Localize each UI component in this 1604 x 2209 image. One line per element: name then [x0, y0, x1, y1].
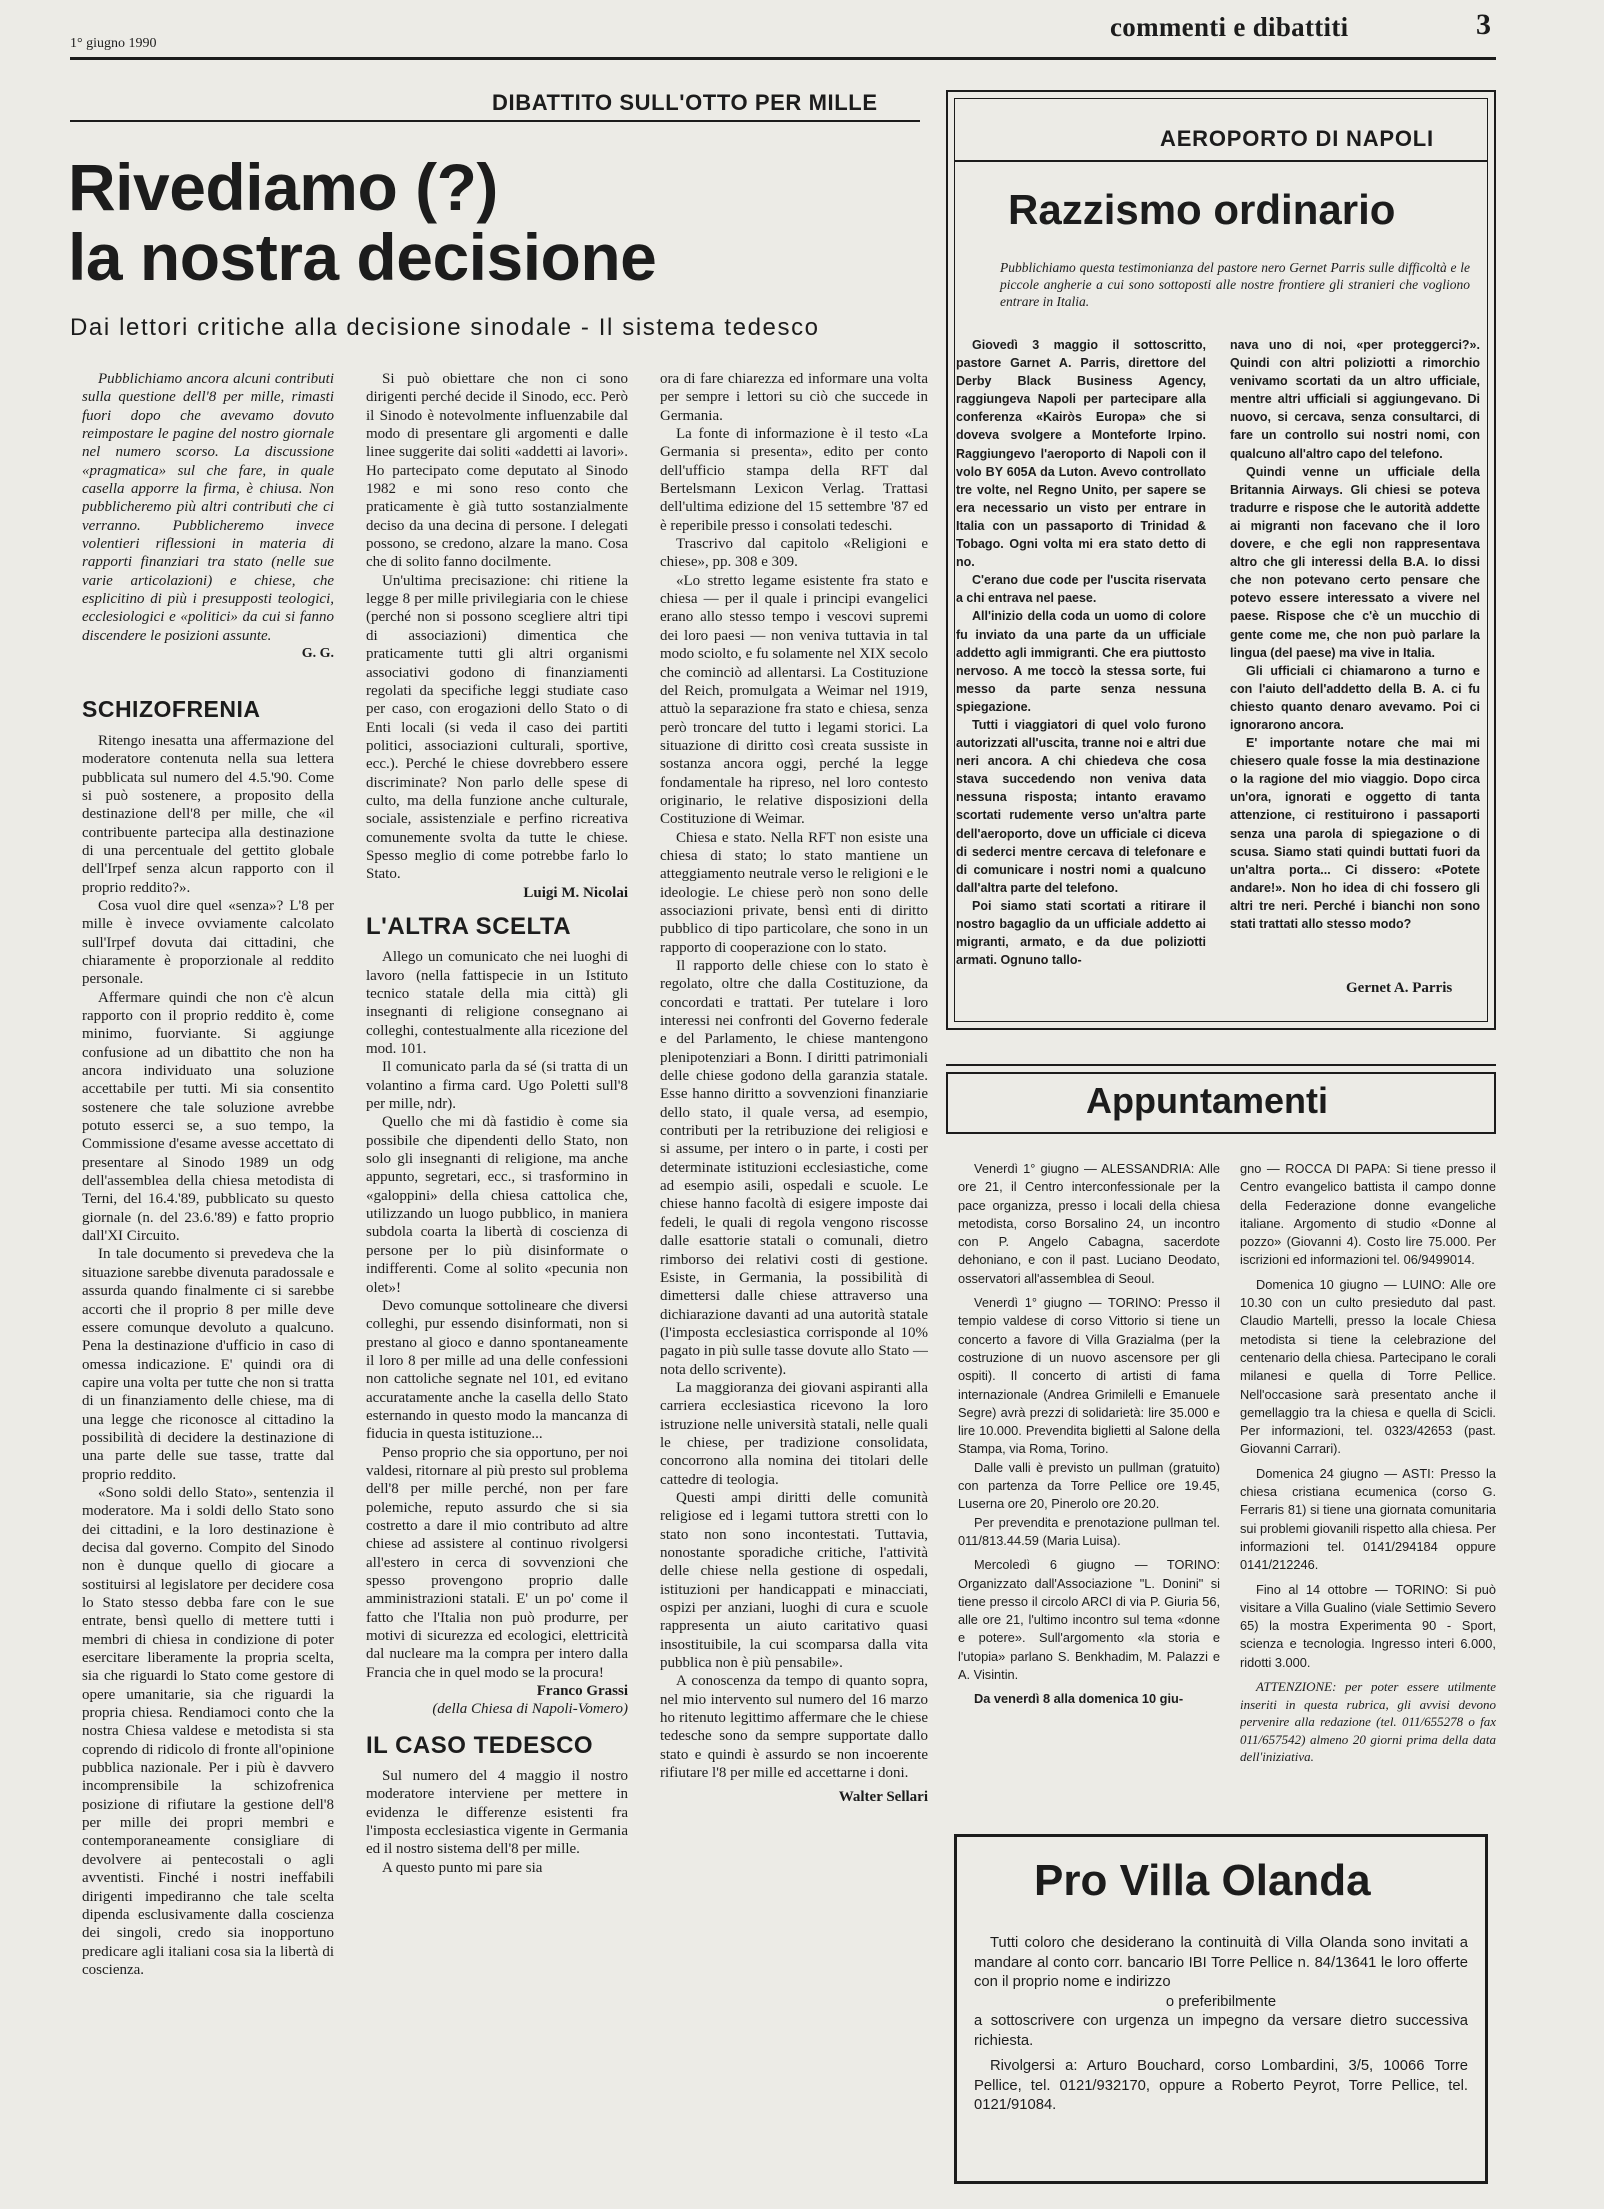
- main-column-2: [366, 370, 628, 2190]
- page-number: 3: [1476, 8, 1491, 41]
- razzismo-paragraph: nava uno di noi, «per proteggerci?». Quindi con altri poliziotti a rimorchio venivamo scortati da un altro ufficiale, mentre altri ufficiali si aggiungevano. Di nuovo, si cercava, senza consultarci, di fare un controllo sui nostri nomi, con qualcuno all'altro capo del telefono.: [1230, 338, 1480, 461]
- caso-tedesco-signature: Walter Sellari: [838, 1789, 928, 1806]
- caso-tedesco-paragraph: La maggioranza dei giovani aspiranti alla carriera ecclesiastica ricevono la loro istruzione nelle università statali, nelle quali le chiese, per tradizione consolidata, concorrono alla nomina dei titolari delle cattedre di teologia.: [660, 1379, 928, 1488]
- razzismo-paragraph: Quindi venne un ufficiale della Britannia Airways. Gli chiesi se poteva tradurre e rispose che le autorità addette ai migranti non facevano che il loro dovere, e che egli non rappresentava altro che gli interessi della B.A. Io dissi che non potevano certo pensare che potevo essere interessato a vivere nel paese. Rispose che c'è un mucchio di gente come me, che non può parlare la lingua (del paese) ma vive in Italia.: [1230, 464, 1480, 660]
- caso-tedesco-paragraph: Il rapporto delle chiese con lo stato è regolato, oltre che dalla Costituzione, da concordati e trattati. Per tutelare i loro interessi nei confronti del Governo federale e del Parlamento, le chiese mantengono plenipotenziari a Bonn. I diritti patrimoniali delle chiese godono della garanzia statale. Esse hanno diritto a sovvenzioni finanziarie dello stato, il quale versa, ad esempio, contributi per la retribuzione dei religiosi e si assume, per intero o in parte, i costi per determinate istituzioni ecclesiastiche, come ad esempio asili, ospedali e scuole. Le chiese hanno facoltà di esigere imposte dai fedeli, le quali di regola vengono riscosse dalle esattorie statali o comunali, dietro rimborso dei relativi costi di gestione. Esiste, in Germania, la possibilità di dimettersi dalle chiese attraverso una dichiarazione davanti ad una autorità statale (l'imposta ecclesiastica corrisponde al 10% pagato in più sulle tasse dovute allo Stato — nota dello scrivente).: [660, 958, 928, 1378]
- page-date: 1° giugno 1990: [70, 36, 157, 51]
- appuntamenti-headline: Appuntamenti: [1086, 1080, 1328, 1121]
- main-kicker: DIBATTITO SULL'OTTO PER MILLE: [492, 90, 878, 115]
- altra-scelta-paragraph: Penso proprio che sia opportuno, per noi valdesi, ritornare al più presto sul problema dell'8 per mille perché, non per fare polemiche, reputo assurdo che si sia costretto a dare il mio contributo ad altre chiese ad assistere al continuo rivolgersi all'estero in cerca di sovvenzioni che spesso provengono proprio dalle amministrazioni statali. E' un po' come il fatto che l'Italia non può produrre, per motivi di sicurezza ed ecologici, elettricità dal nucleare ma la compra per intero dalla Francia che in quel modo se la procura!: [366, 1444, 628, 1681]
- event-item: Mercoledì 6 giugno — TORINO: Organizzato dall'Associazione "L. Donini" si tiene presso il circolo ARCI di via P. Giuria 56, alle ore 21, l'ultimo incontro sul tema «donne e potere». Sull'argomento «la storia e l'utopia» parlano S. Benkhadim, M. Palazzi e A. Visintin.: [958, 1557, 1220, 1683]
- razzismo-paragraph: Giovedì 3 maggio il sottoscritto, pastore Garnet A. Parris, direttore del Derby Black Business Agency, raggiungeva Napoli per partecipare alla conferenza «Kairòs Europa» che si doveva svolgere a Monteforte Irpino. Raggiungevo l'aeroporto di Napoli con il volo BY 605A da Luton. Avevo controllato tre volte, nel Regno Unito, per sapere se era necessario un visto per entrare in Italia con un passaporto di Trinidad & Tobago. Ogni volta mi era stato detto di no.: [956, 338, 1206, 570]
- kicker-rule: [70, 120, 920, 122]
- razzismo-headline: Razzismo ordinario: [1008, 186, 1396, 233]
- razzismo-paragraph: C'erano due code per l'uscita riservata a chi entrava nel paese.: [956, 573, 1206, 606]
- caso-tedesco-paragraph: Trascrivo dal capitolo «Religioni e chiese», pp. 308 e 309.: [660, 536, 928, 571]
- razzismo-intro: Pubblichiamo questa testimonianza del pastore nero Gernet Parris sulle difficoltà e le piccole angherie a cui sono sottoposti alle nostre frontiere gli stranieri che vogliono entrare in Italia.: [1000, 260, 1470, 309]
- main-headline-line1: Rivediamo (?): [68, 150, 498, 224]
- main-headline-line2: la nostra decisione: [68, 220, 657, 294]
- altra-scelta-paragraph: Devo comunque sottolineare che diversi colleghi, pur essendo disinformati, non si prestano al gioco e danno spontaneamente il loro 8 per mille ad una delle confessioni non cattoliche segnate nel 101, ed evitano accuratamente anche la casella dello Stato esternando in questo modo la mancanza di fiducia in questa istituzione...: [366, 1297, 628, 1443]
- caso-tedesco-paragraph: Sul numero del 4 maggio il nostro moderatore interviene per mettere in evidenza le differenze esistenti fra l'imposta ecclesiastica vigente in Germania ed il nostro sistema dell'8 per mille.: [366, 1768, 628, 1858]
- razzismo-column-1: [956, 336, 1206, 996]
- caso-tedesco-paragraph: Questi ampi diritti delle comunità religiose ed i legami tuttora stretti con lo stato non sono incontestati. Tuttavia, nonostante sporadiche critiche, l'attività delle chiese nella gestione di ospedali, istituzioni per handicappati e minacciati, ospizi per anziani, luoghi di cura e scuole rappresenta un aiuto caritativo quasi insostituibile, la cui scomparsa dalla vita pubblica non è più pensabile».: [660, 1489, 928, 1672]
- schizofrenia-paragraph: In tale documento si prevedeva che la situazione sarebbe divenuta paradossale e assurda quando finalmente ci si sarebbe accorti che il proprio 8 per mille deve essere comunque devoluto a qualcuno. Pena la destinazione d'ufficio in caso di omessa indicazione. E' quindi ora di capire una volta per tutte che non si tratta di un finanziamento delle chiese, ma di una legge che riconosce al cittadino la possibilità di decidere la destinazione di una parte delle sue tasse, tratte dal proprio reddito.: [82, 1246, 334, 1483]
- caso-tedesco-paragraph: A conoscenza da tempo di quanto sopra, nel mio intervento sul numero del 16 marzo ho ritenuto legittimo affermare che le chiese tedesche sono da sempre supportate dallo stato e quindi è assurdo se non incoerente rifiutare l'8 per mille ed accettarne i doni.: [660, 1673, 928, 1782]
- section-caso-tedesco-title: IL CASO TEDESCO: [366, 1731, 594, 1759]
- event-item: gno — ROCCA DI PAPA: Si tiene presso il Centro evangelico battista il campo donne della Federazione donne evangeliche italiane. Argomento di studio «Donne al pozzo» (Giovanni 4). Costo lire 75.000. Per iscrizioni ed informazioni tel. 06/9499014.: [1240, 1161, 1496, 1268]
- villa-olanda-headline: Pro Villa Olanda: [1034, 1856, 1371, 1905]
- razzismo-kicker-rule: [955, 160, 1487, 162]
- altra-scelta-paragraph: Quello che mi dà fastidio è come sia possibile che dipendenti dello Stato, non solo gli insegnanti di religione, ma anche appunto, segretari, ecc., si trasformino in «galoppini» della chiesa cattolica che, utilizzando un luogo pubblico, in maniera subdola coarta la libertà di coscienza di persone per lo più disinformate o indifferenti. Come al solito «pecunia non olet»!: [366, 1114, 628, 1296]
- appuntamenti-column-2: [1240, 1160, 1496, 1820]
- razzismo-kicker: AEROPORTO DI NAPOLI: [1160, 126, 1434, 151]
- event-item: Venerdì 1° giugno — ALESSANDRIA: Alle ore 21, il Centro interconfessionale per la pace organizza, presso i locali della chiesa metodista, corso Borsalino 24, un incontro con P. Angelo Cabagna, sacerdote dehoniano, e con il past. Luciano Deodato, osservatori all'assemblea di Seoul.: [958, 1161, 1220, 1286]
- event-item: Venerdì 1° giugno — TORINO: Presso il tempio valdese di corso Vittorio si tiene un concerto a favore di Villa Grazialma (per la costruzione di un nuovo ascensore per gli ospiti). Il concerto di artisti di fama internazionale (Andrea Grimilelli e Emanuele Segre) avrà prezzi di solidarietà: lire 35.000 e lire 10.000. Prevendita biglietti al Salone della Stampa, via Roma, Torino.: [958, 1295, 1220, 1457]
- razzismo-column-2: [1230, 336, 1480, 996]
- schizofrenia-paragraph: «Sono soldi dello Stato», sentenzia il moderatore. Ma i soldi dello Stato sono dei cittadini, e la loro destinazione è decisa dal governo. Compito del Sinodo non è dunque quello di giocare a sostituirsi al legislatore per decidere cosa lo Stato stesso debba fare con le sue entrate, bensì quello di mettere tutti i membri di chiesa in condizione di poter esercitare liberamente la propria scelta, sia che riguardi lo Stato come gestore di opere umanitarie, sia che riguardi la propria chiesa. Rendiamoci conto che la nostra Chiesa valdese e metodista si sta coprendo di ridicolo di fronte all'opinione pubblica nazionale. Per i più è davvero incomprensibile la schizofrenica posizione di rifiutare la gestione dell'8 per mille dei propri membri e contemporaneamente consigliare di devolvere ai pentecostali o agli avventisti. Finché i nostri ineffabili dirigenti impediranno che tale scelta dipenda esclusivamente dalla coscienza dei singoli, credo sia inopportuno predicare agli italiani cosa sia la libertà di coscienza.: [82, 1484, 334, 1978]
- section-title: commenti e dibattiti: [1110, 12, 1349, 42]
- appuntamenti-header-rule-top: [946, 1064, 1496, 1066]
- event-item: Domenica 10 giugno — LUINO: Alle ore 10.30 con un culto presieduto dal past. Claudio Martelli, presso la locale Chiesa metodista si tiene la celebrazione del centenario della chiesa. Partecipano le corali milanesi e quella di Torre Pellice. Nell'occasione sarà presentato anche il gemellaggio tra la chiesa e quella di Scicli. Per informazioni, tel. 0323/42653 (past. Giovanni Carrari).: [1240, 1276, 1496, 1457]
- intro-signature: G. G.: [301, 646, 334, 662]
- razzismo-paragraph: All'inizio della coda un uomo di colore fu inviato da una parte da un ufficiale addetto agli immigranti. Che era piuttosto nervoso. A me toccò la stessa sorte, fui messo da parte senza nessuna spiegazione.: [956, 609, 1206, 714]
- appuntamenti-note: ATTENZIONE: per poter essere utilmente inseriti in questa rubrica, gli avvisi devono pervenire alla redazione (tel. 011/655278 o fax 011/657542) almeno 20 giorni prima della data dell'iniziativa.: [1240, 1679, 1496, 1765]
- razzismo-paragraph: E' importante notare che mai mi chiesero quale fosse la mia destinazione o la ragione del mio viaggio. Dopo circa un'ora, ignorati e oggetto di tanta attenzione, ci restituirono i passaporti senza una parola di spiegazione o di scusa. Siamo stati quindi buttati fuori da un'altra porta... Ci dissero: «Potete andare!». Non ho idea di chi fossero gli altri tre neri. Perché i bianchi non sono stati trattati allo stesso modo?: [1230, 736, 1480, 931]
- razzismo-signature: Gernet A. Parris: [1346, 980, 1453, 996]
- main-column-1: [82, 370, 334, 2190]
- schizofrenia-paragraph: Un'ultima precisazione: chi ritiene la legge 8 per mille privilegiaria con le chiese (perché non si possono scegliere altri tipi di associazioni) dimentica che praticamente tutti gli altri organismi associativi godono di finanziamenti regolati da specifiche leggi studiate caso per caso, con erogazioni dello Stato o di Enti locali (si veda il caso dei partiti politici, associazioni culturali, sportive, ecc.). Perché le chiese dovrebbero essere discriminate? Non parlo delle spese di culto, ma della funzione anche culturale, sociale, assistenziale e perfino ricreativa comunemente svolta da tutte le chiese. Spesso meglio di come potrebbe farlo lo Stato.: [366, 572, 628, 883]
- razzismo-paragraph: Tutti i viaggiatori di quel volo furono autorizzati all'uscita, tranne noi e altri due neri ancora. A chi chiedeva che cosa stava succedendo non veniva data nessuna risposta; intanto eravamo scortati rudemente verso un'altra parte dell'aeroporto, dove un ufficiale ci diceva di sederci mentre cercava di telefonare e di comunicare i nostri nomi a qualcuno dall'altra parte del telefono.: [956, 717, 1206, 895]
- altra-scelta-paragraph: Allego un comunicato che nei luoghi di lavoro (nella fattispecie in un Istituto tecnico statale della mia città) gli insegnanti di religione consegnano ai colleghi, contestualmente alla ricezione del mod. 101.: [366, 949, 628, 1058]
- event-item: Domenica 24 giugno — ASTI: Presso la chiesa cristiana ecumenica (corso G. Ferraris 81) si tiene una giornata comunitaria sui problemi giovanili rispetto alla chiesa. Per informazioni tel. 0141/294184 oppure 0141/212246.: [1240, 1465, 1496, 1573]
- villa-olanda-paragraph: a sottoscrivere con urgenza un impegno da versare dietro successiva richiesta.: [974, 2013, 1468, 2049]
- razzismo-paragraph: Poi siamo stati scortati a ritirare il nostro bagaglio da un ufficiale addetto ai migranti, armato, e da due poliziotti armati. Ognuno tallo-: [956, 898, 1206, 968]
- event-item: Per prevendita e prenotazione pullman tel. 011/813.44.59 (Maria Luisa).: [958, 1514, 1220, 1548]
- caso-tedesco-paragraph: ora di fare chiarezza ed informare una volta per sempre i lettori su ciò che succede in Germania.: [660, 371, 928, 424]
- appuntamenti-column-1: [958, 1160, 1220, 1820]
- villa-olanda-paragraph: Tutti coloro che desiderano la continuità di Villa Olanda sono invitati a mandare al conto corr. bancario IBI Torre Pellice n. 84/13641 le loro offerte con il proprio nome e indirizzo: [974, 1935, 1468, 1990]
- main-deck: Dai lettori critiche alla decisione sinodale - Il sistema tedesco: [70, 314, 820, 341]
- altra-scelta-affiliation: (della Chiesa di Napoli-Vomero): [432, 1701, 628, 1718]
- altra-scelta-paragraph: Il comunicato parla da sé (si tratta di un volantino a firma card. Ugo Poletti sull'8 per mille, ndr).: [366, 1059, 628, 1113]
- header-rule: [70, 57, 1496, 60]
- villa-olanda-paragraph: o preferibilmente: [1165, 1993, 1277, 2010]
- villa-olanda-body: [974, 1934, 1468, 2116]
- schizofrenia-paragraph: Si può obiettare che non ci sono dirigenti perché decide il Sinodo, ecc. Però il Sinodo è notevolmente influenzabile dal modo di presentare gli argomenti e dalle linee suggerite dai soliti «addetti ai lavori». Ho partecipato come deputato al Sinodo 1982 e mi sono reso conto che praticamente è già tutto sostanzialmente deciso da una decina di persone. I delegati possono, se credono, alzare la mano. Cosa che di solito fanno docilmente.: [366, 371, 628, 571]
- caso-tedesco-paragraph: La fonte di informazione è il testo «La Germania si presenta», edito per conto dell'ufficio stampa della RFT dal Bertelsmann Lexicon Verlag. Trattasi dell'ultima edizione del 15 settembre '87 ed è reperibile presso i consolati tedeschi.: [660, 426, 928, 534]
- razzismo-paragraph: Gli ufficiali ci chiamarono a turno e con l'aiuto dell'addetto della B. A. ci fu chiesto quanto denaro avevamo. Poi ci ignorarono ancora.: [1230, 663, 1480, 732]
- caso-tedesco-paragraph: A questo punto mi pare sia: [382, 1859, 543, 1876]
- event-item: Da venerdì 8 alla domenica 10 giu-: [974, 1691, 1184, 1707]
- villa-olanda-paragraph: Rivolgersi a: Arturo Bouchard, corso Lombardini, 3/5, 10066 Torre Pellice, tel. 0121/932170, oppure a Roberto Peyrot, Torre Pellice, tel. 0121/91084.: [974, 2058, 1468, 2113]
- main-column-3: [660, 370, 928, 2190]
- caso-tedesco-paragraph: «Lo stretto legame esistente fra stato e chiesa — per il quale i principi evangelici erano allo stesso tempo i vescovi supremi dei loro paesi — non veniva tuttavia in tal modo sciolto, e fu solamente nel XIX secolo che cominciò ad allentarsi. La Costituzione del Reich, promulgata a Weimar nel 1919, attuò la separazione fra stato e chiesa, senza però troncare del tutto i legami storici. La situazione di diritto così creata sussiste in sostanza ancora oggi, perché la legge fondamentale ha ripreso, nel loro contesto originario, le relative disposizioni della Costituzione di Weimar.: [660, 572, 928, 828]
- schizofrenia-paragraph: Affermare quindi che non c'è alcun rapporto con il proprio reddito è, come minimo, fuorviante. Si aggiunge confusione ad un dibattito che non ha ancora individuato una soluzione accettabile per tutti. Mi sia consentito sostenere che tale soluzione avrebbe potuto esserci se, a suo tempo, la Commissione d'esame avesse accettato di presentare al Sinodo 1989 un odg dell'assemblea della chiesa metodista di Terni, del 16.4.'89, pubblicato su questo giornale (n. del 23.6.'89) e fatto proprio dall'XI Circuito.: [82, 989, 334, 1245]
- schizofrenia-paragraph: Ritengo inesatta una affermazione del moderatore contenuta nella sua lettera pubblicata sul numero del 4.5.'90. Come si può sostenere, a proposito della destinazione dell'8 per mille, che «il contribuente partecipa alla destinazione di una percentuale del gettito globale dell'Irpef senza alcun rapporto con il proprio reddito?».: [82, 732, 334, 896]
- caso-tedesco-paragraph: Chiesa e stato. Nella RFT non esiste una chiesa di stato; lo stato mantiene un atteggiamento neutrale verso le religioni e le ideologie. Le chiese però non sono delle associazioni private, bensì enti di diritto pubblico di tipo particolare, che sono in un rapporto di cooperazione con lo stato.: [660, 829, 928, 956]
- section-altra-scelta-title: L'ALTRA SCELTA: [366, 912, 572, 940]
- schizofrenia-paragraph: Cosa vuol dire quel «senza»? L'8 per mille è invece ovviamente calcolato sull'Irpef dovuta dai cittadini, che chiaramente è proporzionale al reddito personale.: [82, 897, 334, 988]
- section-schizofrenia-title: SCHIZOFRENIA: [82, 695, 261, 722]
- event-item: Fino al 14 ottobre — TORINO: Si può visitare a Villa Gualino (viale Settimio Severo 65) la mostra Experimenta 90 - Sport, scienza e tecnologia. Ingresso interi 6.000, ridotti 3.000.: [1240, 1581, 1496, 1670]
- altra-scelta-signature: Franco Grassi: [536, 1683, 628, 1700]
- schizofrenia-signature: Luigi M. Nicolai: [523, 884, 628, 901]
- intro-text: Pubblichiamo ancora alcuni contributi sulla questione dell'8 per mille, rimasti fuori dopo che avevamo dovuto reimpostare le pagine del nostro giornale nel numero scorso. La discussione «pragmatica» sul che fare, in quale casella apporre la firma, è chiusa. Non pubblicheremo più altri contributi che ci verranno. Pubblicheremo invece volentieri riflessioni in materia di rapporti finanziari tra stato (nelle sue varie articolazioni) e chiese, che esplicitino di più i presupposti teologici, ecclesiologici e «politici» da cui si fanno discendere le posizioni assunte.: [82, 371, 334, 644]
- event-item: Dalle valli è previsto un pullman (gratuito) con partenza da Torre Pellice ore 19.45, Luserna ore 20, Pinerolo ore 20.20.: [958, 1459, 1220, 1512]
